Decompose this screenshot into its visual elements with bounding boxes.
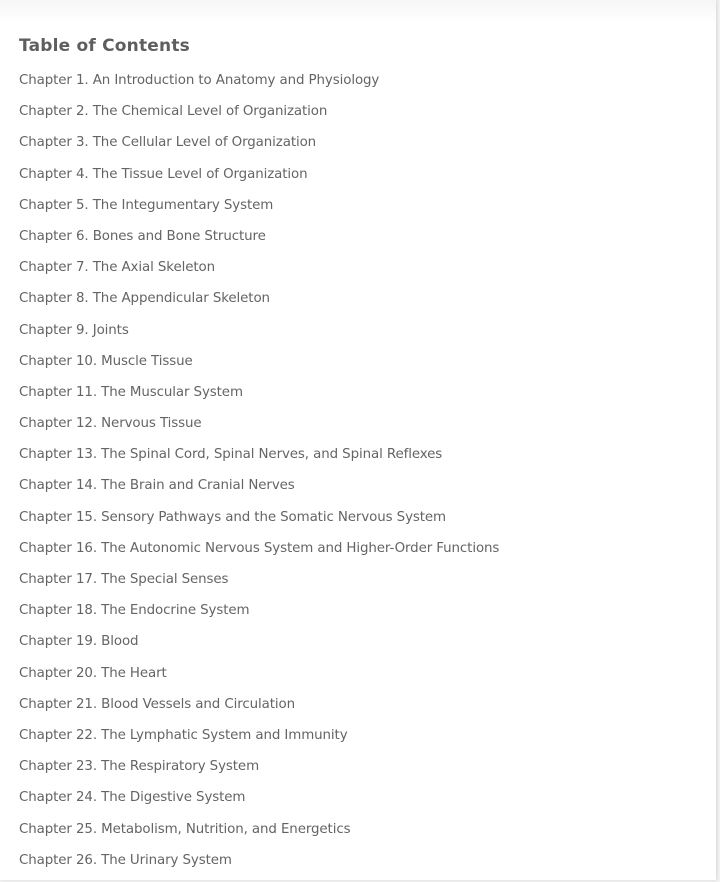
toc-item-chapter-4[interactable]: Chapter 4. The Tissue Level of Organization: [19, 166, 308, 182]
toc-item-chapter-18[interactable]: Chapter 18. The Endocrine System: [19, 603, 250, 619]
toc-item-chapter-7[interactable]: Chapter 7. The Axial Skeleton: [19, 260, 215, 276]
toc-list: [19, 71, 499, 882]
toc-title: Table of Contents: [19, 36, 190, 56]
toc-item-chapter-23[interactable]: Chapter 23. The Respiratory System: [19, 759, 260, 775]
toc-item-chapter-2[interactable]: Chapter 2. The Chemical Level of Organization: [19, 104, 328, 120]
toc-item-chapter-13[interactable]: Chapter 13. The Spinal Cord, Spinal Nerves, and Spinal Reflexes: [19, 447, 443, 463]
toc-item-chapter-16[interactable]: Chapter 16. The Autonomic Nervous System and Higher-Order Functions: [19, 540, 500, 556]
toc-item-chapter-12[interactable]: Chapter 12. Nervous Tissue: [19, 416, 202, 432]
toc-item-chapter-1[interactable]: Chapter 1. An Introduction to Anatomy and Physiology: [19, 73, 380, 88]
toc-item-chapter-6[interactable]: Chapter 6. Bones and Bone Structure: [19, 228, 266, 244]
toc-item-chapter-21[interactable]: Chapter 21. Blood Vessels and Circulation: [19, 696, 295, 712]
toc-item-chapter-3[interactable]: Chapter 3. The Cellular Level of Organization: [19, 135, 317, 151]
toc-item-chapter-8[interactable]: Chapter 8. The Appendicular Skeleton: [19, 291, 270, 307]
toc-item-chapter-20[interactable]: Chapter 20. The Heart: [19, 665, 167, 681]
toc-item-chapter-25[interactable]: Chapter 25. Metabolism, Nutrition, and Energetics: [19, 821, 351, 837]
toc-item-chapter-19[interactable]: Chapter 19. Blood: [19, 634, 139, 650]
toc-item-chapter-22[interactable]: Chapter 22. The Lymphatic System and Immunity: [19, 727, 348, 743]
top-shadow: [0, 0, 716, 24]
toc-item-chapter-11[interactable]: Chapter 11. The Muscular System: [19, 384, 243, 400]
toc-item-chapter-5[interactable]: Chapter 5. The Integumentary System: [19, 197, 274, 213]
toc-item-chapter-15[interactable]: Chapter 15. Sensory Pathways and the Somatic Nervous System: [19, 509, 447, 525]
toc-item-chapter-10[interactable]: Chapter 10. Muscle Tissue: [19, 353, 193, 369]
toc-item-chapter-14[interactable]: Chapter 14. The Brain and Cranial Nerves: [19, 478, 295, 494]
toc-item-chapter-24[interactable]: Chapter 24. The Digestive System: [19, 790, 246, 806]
toc-item-chapter-17[interactable]: Chapter 17. The Special Senses: [19, 572, 229, 587]
toc-item-chapter-26[interactable]: Chapter 26. The Urinary System: [19, 852, 232, 868]
toc-item-chapter-9[interactable]: Chapter 9. Joints: [19, 322, 129, 338]
